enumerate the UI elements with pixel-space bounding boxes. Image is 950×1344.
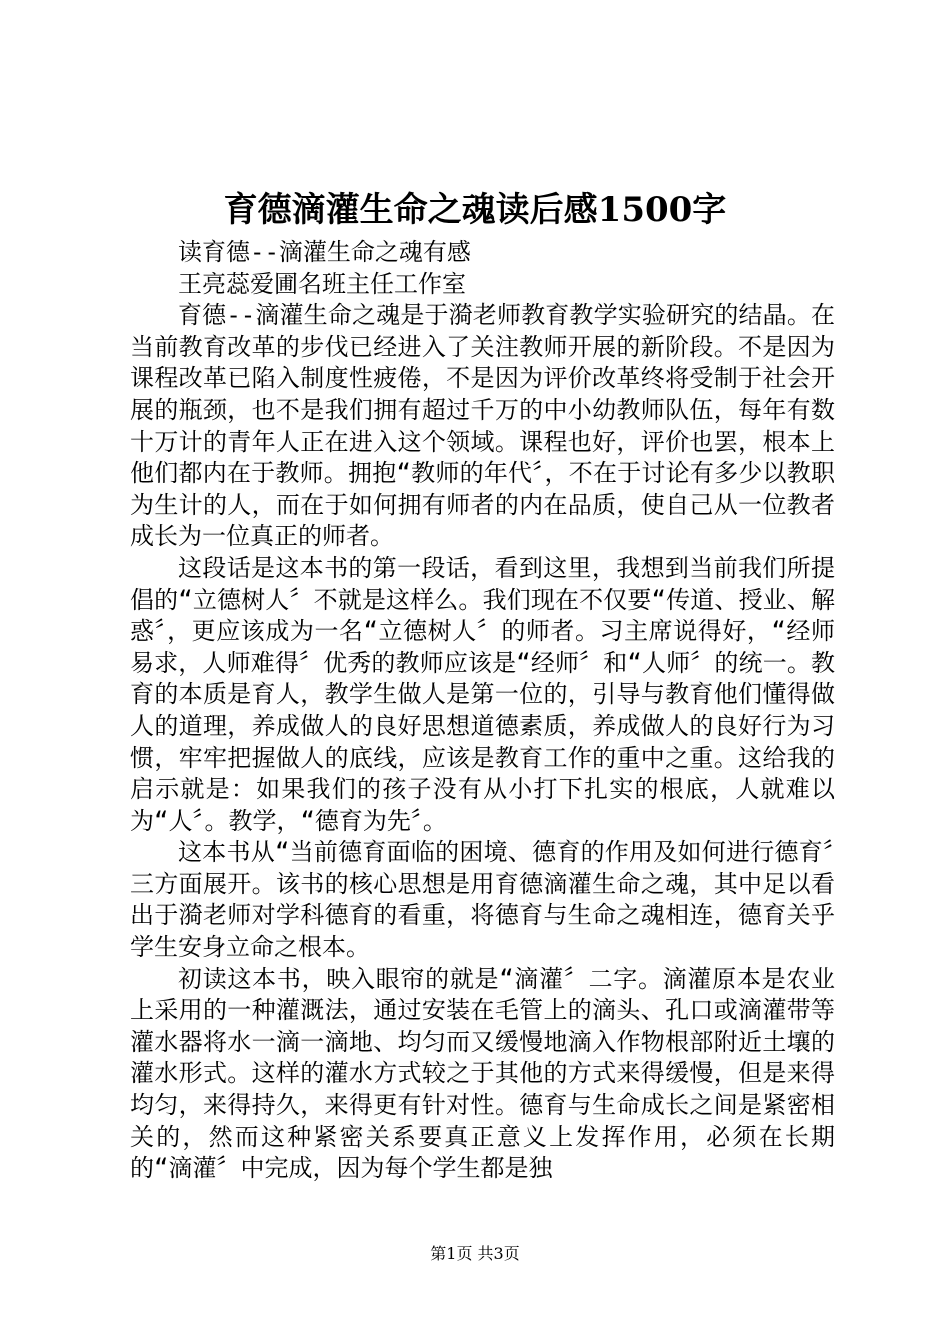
page-footer: 第1页 共3页 [430, 1244, 520, 1263]
document-title: 育德滴灌生命之魂读后感1500字 [223, 190, 727, 230]
body-paragraph-1: 育德--滴灌生命之魂是于漪老师教育教学实验研究的结晶。在当前教育改革的步伐已经进入了关注教师开展的新阶段。不是因为课程改革已陷入制度性疲倦，不是因为评价改革终将受制于社会开展的瓶颈，也不是我们拥有超过千万的中小幼教师队伍，每年有数十万计的青年人正在进入这个领域。课程也好，评价也罢，根本上他们都内在于教师。拥抱“教师的年代〞，不在于讨论有多少以教职为生计的人，而在于如何拥有师者的内在品质，使自己从一位教者成长为一位真正的师者。 [130, 301, 835, 551]
body-paragraph-3: 这本书从“当前德育面临的困境、德育的作用及如何进行德育〞三方面展开。该书的核心思想是用育德滴灌生命之魂，其中足以看出于漪老师对学科德育的看重，将德育与生命之魂相连，德育关乎学生安身立命之根本。 [130, 838, 835, 962]
body-paragraph-2: 这段话是这本书的第一段话，看到这里，我想到当前我们所提倡的“立德树人〞不就是这样么。我们现在不仅要“传道、授业、解惑〞，更应该成为一名“立德树人〞的师者。习主席说得好，“经师易求，人师难得〞优秀的教师应该是“经师〞和“人师〞的统一。教育的本质是育人，教学生做人是第一位的，引导与教育他们懂得做人的道理，养成做人的良好思想道德素质，养成做人的良好行为习惯，牢牢把握做人的底线，应该是教育工作的重中之重。这给我的启示就是：如果我们的孩子没有从小打下扎实的根底，人就难以为“人〞。教学，“德育为先〞。 [130, 553, 835, 835]
body-paragraph-4: 初读这本书，映入眼帘的就是“滴灌〞二字。滴灌原本是农业上采用的一种灌溉法，通过安装在毛管上的滴头、孔口或滴灌带等灌水器将水一滴一滴地、均匀而又缓慢地滴入作物根部附近土壤的灌水形式。这样的灌水方式较之于其他的方式来得缓慢，但是来得均匀，来得持久，来得更有针对性。德育与生命成长之间是紧密相关的，然而这种紧密关系要真正意义上发挥作用，必须在长期的“滴灌〞中完成，因为每个学生都是独 [130, 964, 835, 1183]
subtitle-paragraph: 读育德--滴灌生命之魂有感 [178, 238, 471, 266]
document-body [130, 237, 835, 1185]
author-paragraph: 王亮蕊爱圃名班主任工作室 [178, 269, 466, 298]
